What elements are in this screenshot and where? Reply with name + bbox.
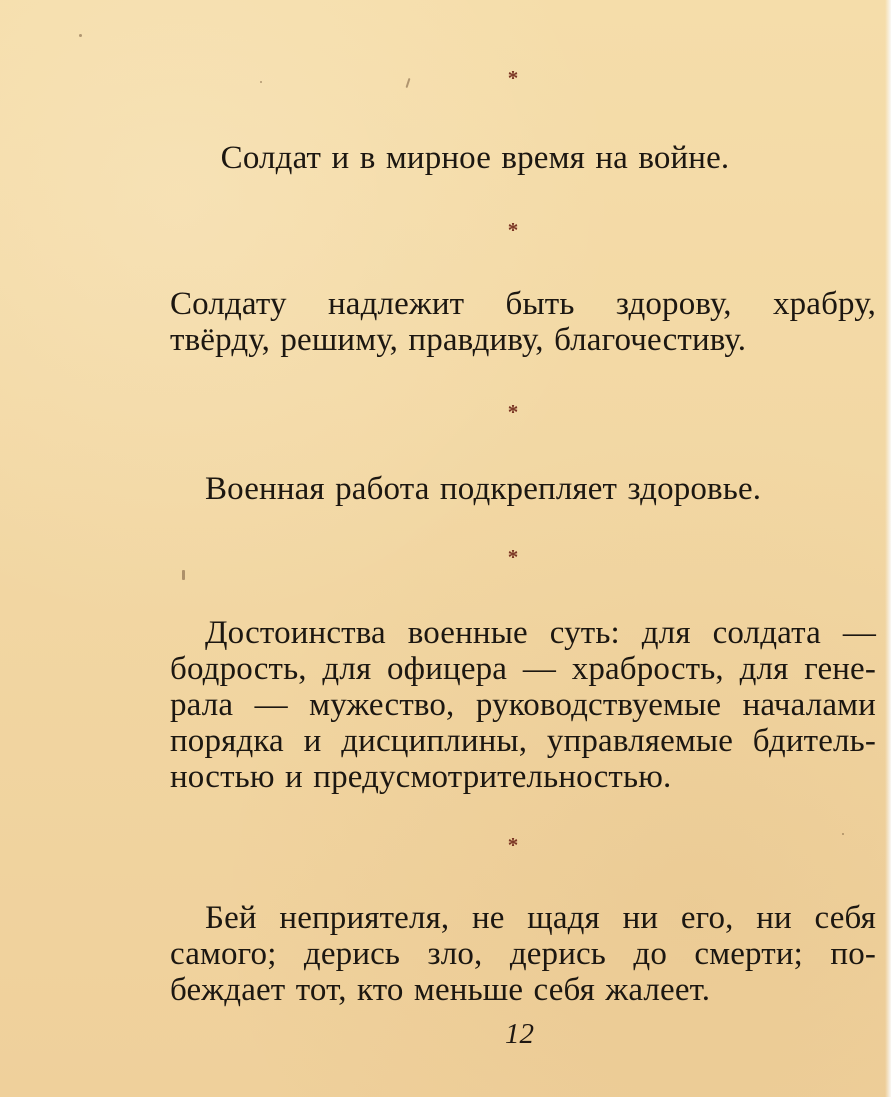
paragraph-4-line-3: рала — мужество, руководствуемые началами	[170, 687, 876, 723]
paragraph-4-line-4: порядка и дисциплины, управляемые бдитель-	[170, 723, 876, 759]
paragraph-1-line-1: Солдат и в мирное время на войне.	[220, 140, 730, 176]
paragraph-2-line-1: Солдату надлежит быть здорову, храбру,	[170, 286, 876, 322]
paper-speck	[406, 78, 411, 88]
paragraph-3	[205, 471, 805, 507]
paper-speck	[182, 570, 185, 580]
paragraph-4	[170, 615, 876, 795]
paragraph-4-line-2: бодрость, для офицера — храбрость, для гене-	[170, 651, 876, 687]
paragraph-5	[170, 900, 876, 1008]
paragraph-5-line-2: самого; дерись зло, дерись до смерти; по-	[170, 936, 876, 972]
section-separator-1: *	[507, 66, 519, 90]
paper-speck	[79, 34, 82, 37]
paragraph-4-line-5: ностью и предусмотрительностью.	[170, 759, 672, 795]
paragraph-1	[205, 140, 745, 176]
page-number: 12	[505, 1018, 534, 1050]
paragraph-4-line-1: Достоинства военные суть: для солдата —	[205, 615, 876, 651]
section-separator-3: *	[507, 400, 519, 424]
paragraph-2-line-2: твёрду, решиму, правдиву, благочестиву.	[170, 322, 747, 358]
paragraph-5-line-1: Бей неприятеля, не щадя ни его, ни себя	[205, 900, 876, 936]
section-separator-5: *	[507, 833, 519, 857]
paragraph-2	[170, 286, 876, 358]
paragraph-5-line-3: беждает тот, кто меньше себя жалеет.	[170, 972, 711, 1008]
paper-speck	[260, 81, 262, 83]
paragraph-3-line-1: Военная работа подкрепляет здоровье.	[205, 471, 762, 507]
section-separator-4: *	[507, 545, 519, 569]
paper-speck	[842, 833, 844, 835]
section-separator-2: *	[507, 218, 519, 242]
